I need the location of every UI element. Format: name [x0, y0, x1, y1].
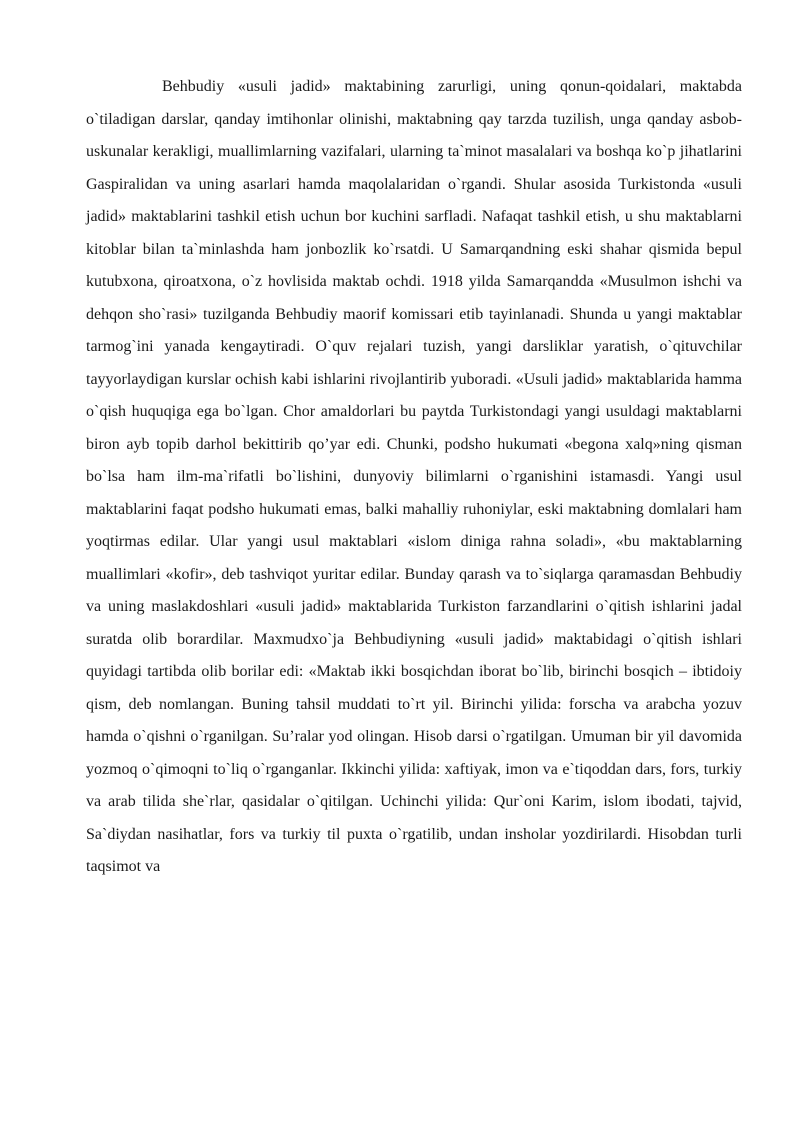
body-paragraph: Behbudiy «usuli jadid» maktabining zarurligi, uning qonun-qoidalari, maktabda o`tiladigan darslar, qanday imtihonlar olinishi, maktabning qay tarzda tuzilish, unga qanday asbob-uskunalar kerakligi, muallimlarning vazifalari, ularning ta`minot masalalari va boshqa ko`p jihatlarini Gaspiralidan va uning asarlari hamda maqolalaridan o`rgandi. Shular asosida Turkistonda «usuli jadid» maktablarini tashkil etish uchun bor kuchini sarfladi. Nafaqat tashkil etish, u shu maktablarni kitoblar bilan ta`minlashda ham jonbozlik ko`rsatdi. U Samarqandning eski shahar qismida bepul kutubxona, qiroatxona, o`z hovlisida maktab ochdi. 1918 yilda Samarqandda «Musulmon ishchi va dehqon sho`rasi» tuzilganda Behbudiy maorif komissari etib tayinlanadi. Shunda u yangi maktablar tarmog`ini yanada kengaytiradi. O`quv rejalari tuzish, yangi darsliklar yaratish, o`qituvchilar tayyorlaydigan kurslar ochish kabi ishlarini rivojlantirib yuboradi. «Usuli jadid» maktablarida hamma o`qish huquqiga ega bo`lgan. Chor amaldorlari bu paytda Turkistondagi yangi usuldagi maktablarni biron ayb topib darhol bekittirib qo’yar edi. Chunki, podsho hukumati «begona xalq»ning qisman bo`lsa ham ilm-ma`rifatli bo`lishini, dunyoviy bilimlarni o`rganishini istamasdi. Yangi usul maktablarini faqat podsho hukumati emas, balki mahalliy ruhoniylar, eski maktabning domlalari ham yoqtirmas edilar. Ular yangi usul maktablari «islom diniga rahna soladi», «bu maktablarning muallimlari «kofir», deb tashviqot yuritar edilar. Bunday qarash va to`siqlarga qaramasdan Behbudiy va uning maslakdoshlari «usuli jadid» maktablarida Turkiston farzandlarini o`qitish ishlarini jadal suratda olib borardilar. Maxmudxo`ja Behbudiyning «usuli jadid» maktabidagi o`qitish ishlari quyidagi tartibda olib borilar edi: «Maktab ikki bosqichdan iborat bo`lib, birinchi bosqich – ibtidoiy qism, deb nomlangan. Buning tahsil muddati to`rt yil. Birinchi yilida: forscha va arabcha yozuv hamda o`qishni o`rganilgan. Su’ralar yod olingan. Hisob darsi o`rgatilgan. Umuman bir yil davomida yozmoq o`qimoqni to`liq o`rganganlar. Ikkinchi yilida: xaftiyak, imon va e`tiqoddan dars, fors, turkiy va arab tilida she`rlar, qasidalar o`qitilgan. Uchinchi yilida: Qur`oni Karim, islom ibodati, tajvid, Sa`diydan nasihatlar, fors va turkiy til puxta o`rgatilib, undan insholar yozdirilardi. Hisobdan turli taqsimot va	[86, 78, 742, 875]
